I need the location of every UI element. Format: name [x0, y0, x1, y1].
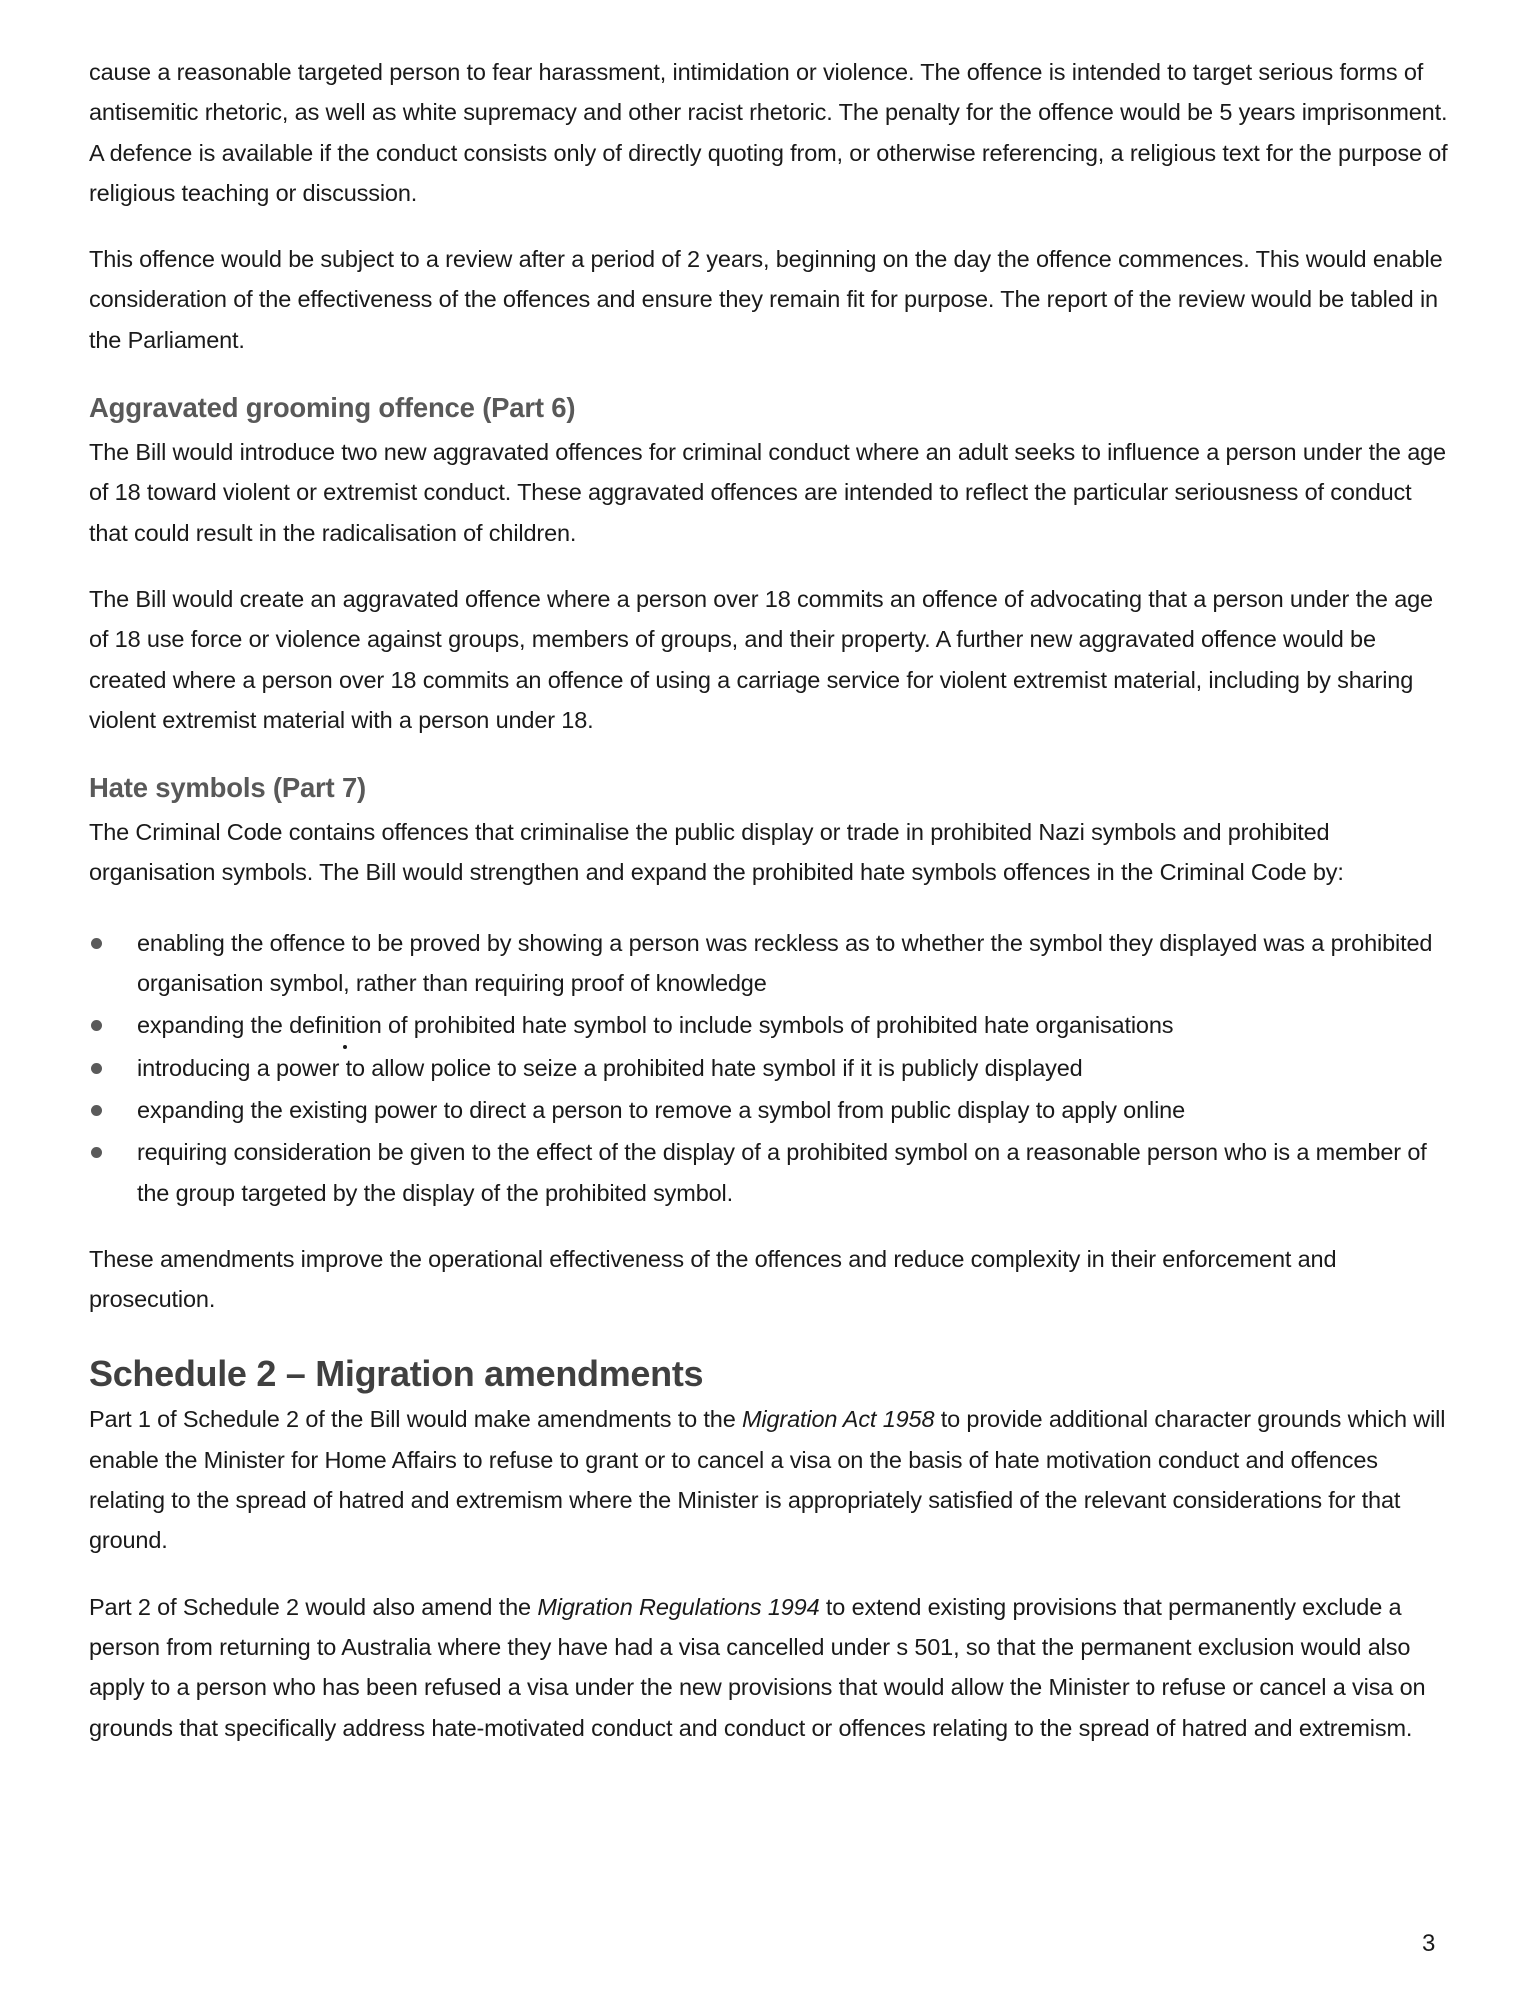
hate-symbols-bullet-list — [89, 923, 1451, 1213]
bullet-item — [89, 1090, 1451, 1130]
section-heading-grooming: Aggravated grooming offence (Part 6) — [89, 392, 576, 424]
text-run: Part 1 of Schedule 2 of the Bill would make amendments to the — [89, 1406, 742, 1433]
text-run: Part 2 of Schedule 2 would also amend the — [89, 1593, 538, 1620]
bullet-text: introducing a power to allow police to seize a prohibited hate symbol if it is publicly displayed — [137, 1054, 1083, 1081]
bullet-item — [89, 923, 1451, 1004]
text-run: to extend existing provisions that permanently exclude a person from returning to Australia where they have had a visa cancelled under s 501, so that the permanent exclusion would also apply to a person who has been refused a visa under the new provisions that would allow the Minister to refuse or cancel a visa on grounds that specifically address hate-motivated conduct and conduct or offences relating to the spread of hatred and extremism. — [89, 1593, 1426, 1741]
bullet-text: expanding the definition of prohibited hate symbol to include symbols of prohibited hate organisations — [137, 1012, 1174, 1039]
document-page — [89, 52, 1451, 1748]
intro-paragraph-1: cause a reasonable targeted person to fear harassment, intimidation or violence. The offence is intended to target serious forms of antisemitic rhetoric, as well as white supremacy and other racist rhetoric. The penalty for the offence would be 5 years imprisonment. A defence is available if the conduct consists only of directly quoting from, or otherwise referencing, a religious text for the purpose of religious teaching or discussion. — [89, 59, 1448, 206]
regulations-title: Migration Regulations 1994 — [537, 1593, 820, 1620]
schedule-2-paragraph-2 — [89, 1587, 1451, 1748]
bullet-icon — [91, 1020, 102, 1031]
bullet-item — [89, 1048, 1451, 1088]
hate-symbols-intro: The Criminal Code contains offences that criminalise the public display or trade in prohibited Nazi symbols and prohibited organisation symbols. The Bill would strengthen and expand the prohibited hate symbols offences in the Criminal Code by: — [89, 819, 1344, 886]
spacer — [89, 1561, 1451, 1587]
bullet-text: enabling the offence to be proved by showing a person was reckless as to whether the symbol they displayed was a prohibited organisation symbol, rather than requiring proof of knowledge — [137, 929, 1433, 997]
spacer — [89, 213, 1451, 239]
hate-symbols-closing: These amendments improve the operational effectiveness of the offences and reduce complexity in their enforcement and prosecution. — [89, 1245, 1337, 1313]
bullet-text: requiring consideration be given to the effect of the display of a prohibited symbol on a reasonable person who is a member of the group targeted by the display of the prohibited symbol. — [137, 1139, 1427, 1206]
intro-paragraph-2: This offence would be subject to a review after a period of 2 years, beginning on the day the offence commences. This would enable consideration of the effectiveness of the offences and ensure they remain fit for purpose. The report of the review would be tabled in the Parliament. — [89, 246, 1443, 353]
bullet-icon — [91, 938, 102, 949]
bullet-item — [89, 1132, 1451, 1213]
bullet-text: expanding the existing power to direct a person to remove a symbol from public display to apply online — [137, 1096, 1186, 1123]
scan-artifact-dot — [343, 1045, 347, 1049]
grooming-paragraph-2: The Bill would create an aggravated offence where a person over 18 commits an offence of advocating that a person under the age of 18 use force or violence against groups, members of groups, and their property. A further new aggravated offence would be created where a person over 18 commits an offence of using a carriage service for violent extremist material, including by sharing violent extremist material with a person under 18. — [89, 585, 1433, 733]
bullet-item — [89, 1005, 1451, 1045]
spacer — [89, 553, 1451, 579]
page-number: 3 — [1422, 1930, 1436, 1957]
spacer — [89, 740, 1451, 768]
bullet-icon — [91, 1105, 102, 1116]
bullet-icon — [91, 1063, 102, 1074]
act-title: Migration Act 1958 — [742, 1406, 935, 1433]
schedule-2-paragraph-1 — [89, 1399, 1451, 1560]
bullet-icon — [91, 1147, 102, 1158]
section-heading-hate-symbols: Hate symbols (Part 7) — [89, 772, 367, 804]
spacer — [89, 893, 1451, 923]
spacer — [89, 1319, 1451, 1349]
text-run: to provide additional character grounds which will enable the Minister for Home Affairs to refuse to grant or to cancel a visa on the basis of hate motivation conduct and offences relating to the spread of hatred and extremism where the Minister is appropriately satisfied of the relevant considerations for that ground. — [89, 1406, 1446, 1554]
spacer — [89, 1215, 1451, 1239]
spacer — [89, 360, 1451, 388]
grooming-paragraph-1: The Bill would introduce two new aggravated offences for criminal conduct where an adult seeks to influence a person under the age of 18 toward violent or extremist conduct. These aggravated offences are intended to reflect the particular seriousness of conduct that could result in the radicalisation of children. — [89, 439, 1446, 546]
schedule-2-heading: Schedule 2 – Migration amendments — [89, 1353, 704, 1395]
